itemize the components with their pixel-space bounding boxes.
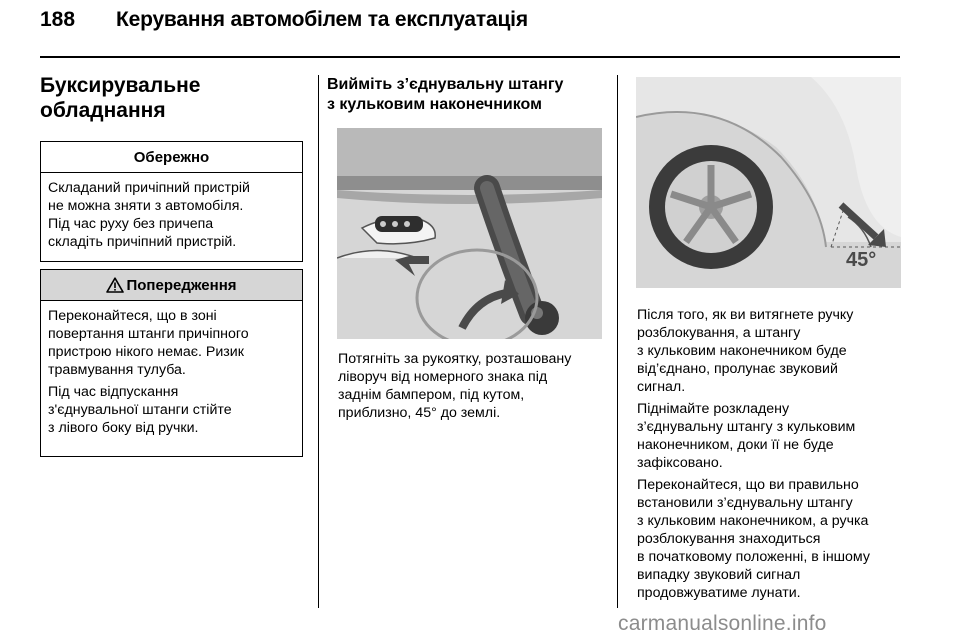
illustration-release-handle bbox=[337, 128, 602, 339]
text-line: сигнал. bbox=[637, 379, 686, 395]
text-line: з’єднувальну штангу з кульковим bbox=[637, 419, 856, 435]
warning-header bbox=[41, 270, 302, 301]
right-paragraph bbox=[637, 476, 907, 602]
warning-line: з'єднувальної штанги стійте bbox=[48, 402, 232, 418]
caution-heading: Обережно bbox=[41, 142, 302, 173]
warning-line: пристрою нікого немає. Ризик bbox=[48, 344, 244, 360]
caution-line: Під час руху без причепа bbox=[48, 216, 214, 232]
angle-label: 45° bbox=[846, 249, 877, 271]
step-subtitle-line2: з кульковим наконечником bbox=[327, 96, 542, 113]
warning-box bbox=[40, 269, 303, 457]
warning-triangle-icon bbox=[106, 277, 124, 293]
caution-box bbox=[40, 141, 303, 262]
warning-paragraph bbox=[48, 383, 294, 437]
caption-line: заднім бампером, під кутом, bbox=[338, 387, 525, 403]
caption-line: Потягніть за рукоятку, розташовану bbox=[338, 351, 572, 367]
step-caption bbox=[338, 350, 608, 422]
text-line: зафіксовано. bbox=[637, 455, 723, 471]
text-line: встановили з’єднувальну штангу bbox=[637, 495, 853, 511]
caution-body bbox=[41, 173, 302, 257]
header-rule bbox=[40, 56, 900, 58]
column-divider-right bbox=[617, 75, 618, 608]
right-paragraph bbox=[637, 306, 907, 396]
text-line: розблокування знаходиться bbox=[637, 531, 821, 547]
warning-line: травмування тулуба. bbox=[48, 362, 186, 378]
warning-line: Переконайтеся, що в зоні bbox=[48, 308, 217, 324]
warning-body bbox=[41, 301, 302, 447]
caution-line: складіть причіпний пристрій. bbox=[48, 234, 237, 250]
section-title-line2: обладнання bbox=[40, 99, 166, 122]
right-text bbox=[637, 306, 907, 606]
section-title-line1: Буксирувальне bbox=[40, 74, 201, 97]
right-paragraph bbox=[637, 400, 907, 472]
section-title bbox=[40, 73, 300, 123]
caution-line: Складаний причіпний пристрій bbox=[48, 180, 250, 196]
caution-line: не можна зняти з автомобіля. bbox=[48, 198, 244, 214]
warning-line: з лівого боку від ручки. bbox=[48, 420, 199, 436]
column-divider-left bbox=[318, 75, 319, 608]
text-line: від’єднано, пролунає звуковий bbox=[637, 361, 838, 377]
step-subtitle bbox=[327, 75, 607, 115]
text-line: Після того, як ви витягнете ручку bbox=[637, 307, 854, 323]
text-line: Переконайтеся, що ви правильно bbox=[637, 477, 859, 493]
text-line: з кульковим наконечником, а ручка bbox=[637, 513, 869, 529]
text-line: випадку звуковий сигнал bbox=[637, 567, 801, 583]
text-line: розблокування, а штангу bbox=[637, 325, 801, 341]
text-line: продовжуватиме лунати. bbox=[637, 585, 801, 601]
warning-line: повертання штанги причіпного bbox=[48, 326, 249, 342]
caption-line: приблизно, 45° до землі. bbox=[338, 405, 501, 421]
illustration-angle bbox=[636, 77, 901, 288]
warning-line: Під час відпускання bbox=[48, 384, 179, 400]
text-line: в початковому положенні, в іншому bbox=[637, 549, 870, 565]
watermark: carmanualsonline.info bbox=[618, 612, 827, 635]
step-subtitle-line1: Вийміть з’єднувальну штангу bbox=[327, 76, 564, 93]
warning-paragraph bbox=[48, 307, 294, 379]
chapter-title: Керування автомобілем та експлуатація bbox=[116, 8, 528, 31]
text-line: наконечником, доки її не буде bbox=[637, 437, 834, 453]
text-line: з кульковим наконечником буде bbox=[637, 343, 847, 359]
text-line: Піднімайте розкладену bbox=[637, 401, 790, 417]
page-number: 188 bbox=[40, 8, 76, 31]
warning-heading: Попередження bbox=[126, 276, 237, 294]
caption-line: ліворуч від номерного знака під bbox=[338, 369, 548, 385]
